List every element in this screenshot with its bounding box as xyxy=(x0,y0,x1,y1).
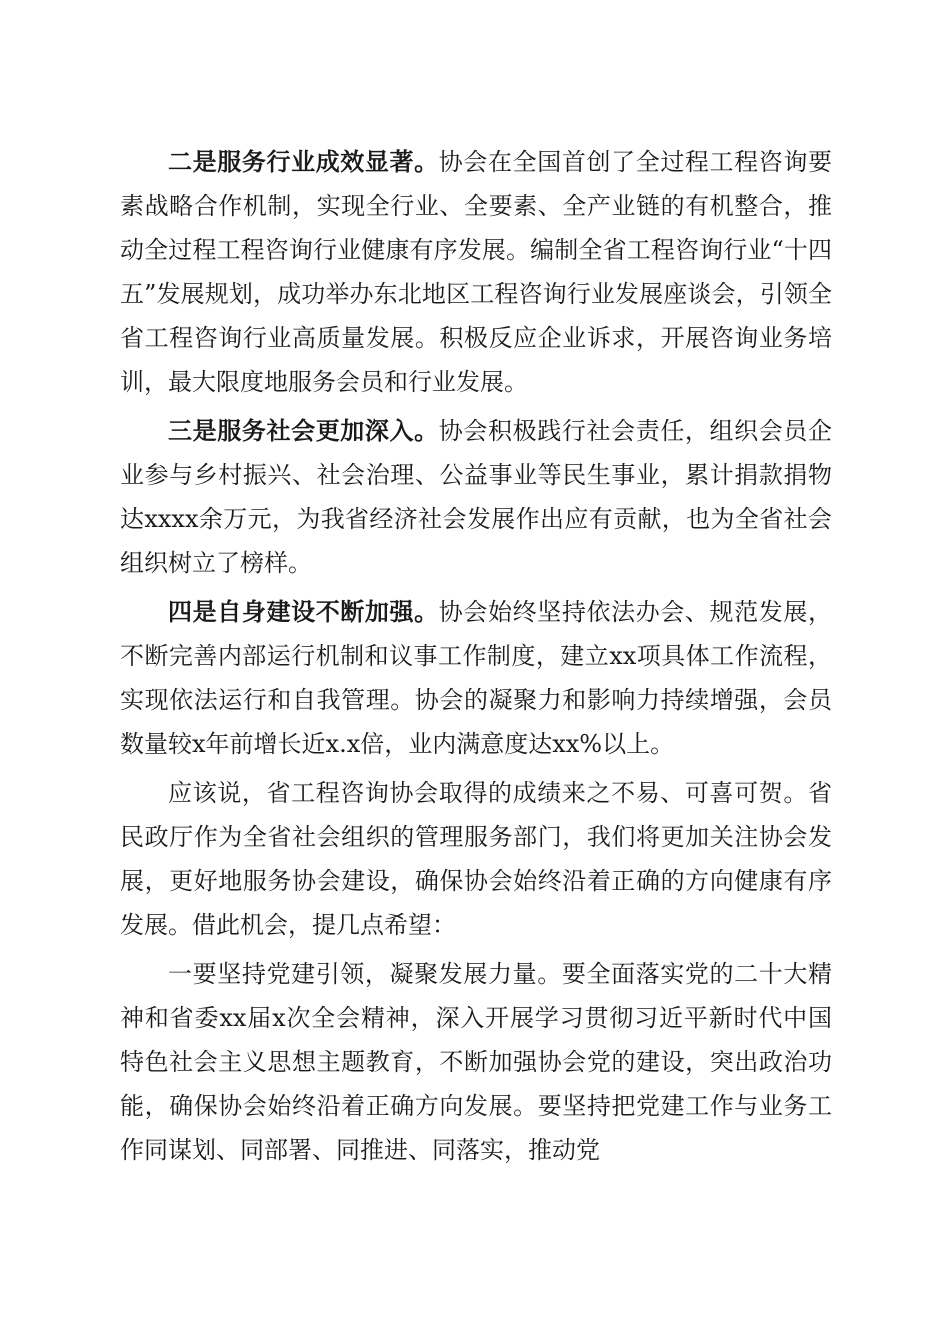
paragraph-summary xyxy=(120,771,832,947)
paragraph-heading: 四是自身建设不断加强。 xyxy=(168,597,439,626)
document-body xyxy=(120,140,832,1177)
paragraph-party-building xyxy=(120,952,832,1172)
paragraph-text: 协会始终坚持依法办会、规范发展，不断完善内部运行机制和议事工作制度，建立xx项具体工作流程，实现依法运行和自我管理。协会的凝聚力和影响力持续增强，会员数量较x年前增长近x.x倍，业内满意度达xx%以上。 xyxy=(120,598,833,758)
paragraph-heading: 三是服务社会更加深入。 xyxy=(168,416,439,445)
paragraph-text: 应该说，省工程咨询协会取得的成绩来之不易、可喜可贺。省民政厅作为全省社会组织的管理服务部门，我们将更加关注协会发展，更好地服务协会建设，确保协会始终沿着正确的方向健康有序发展。借此机会，提几点希望： xyxy=(120,779,832,939)
paragraph-service-industry xyxy=(120,140,832,404)
paragraph-self-building xyxy=(120,590,832,766)
paragraph-text: 协会积极践行社会责任，组织会员企业参与乡村振兴、社会治理、公益事业等民生事业，累计捐款捐物达xxxx余万元，为我省经济社会发展作出应有贡献，也为全省社会组织树立了榜样。 xyxy=(120,417,833,577)
paragraph-text: 协会在全国首创了全过程工程咨询要素战略合作机制，实现全行业、全要素、全产业链的有机整合，推动全过程工程咨询行业健康有序发展。编制全省工程咨询行业“十四五”发展规划，成功举办东北地区工程咨询行业发展座谈会，引领全省工程咨询行业高质量发展。积极反应企业诉求，开展咨询业务培训，最大限度地服务会员和行业发展。 xyxy=(120,148,833,396)
paragraph-heading: 二是服务行业成效显著。 xyxy=(168,147,439,176)
paragraph-text: 一要坚持党建引领，凝聚发展力量。要全面落实党的二十大精神和省委xx届x次全会精神，深入开展学习贯彻习近平新时代中国特色社会主义思想主题教育，不断加强协会党的建设，突出政治功能，确保协会始终沿着正确方向发展。要坚持把党建工作与业务工作同谋划、同部署、同推进、同落实，推动党 xyxy=(120,960,832,1164)
paragraph-service-society xyxy=(120,409,832,585)
